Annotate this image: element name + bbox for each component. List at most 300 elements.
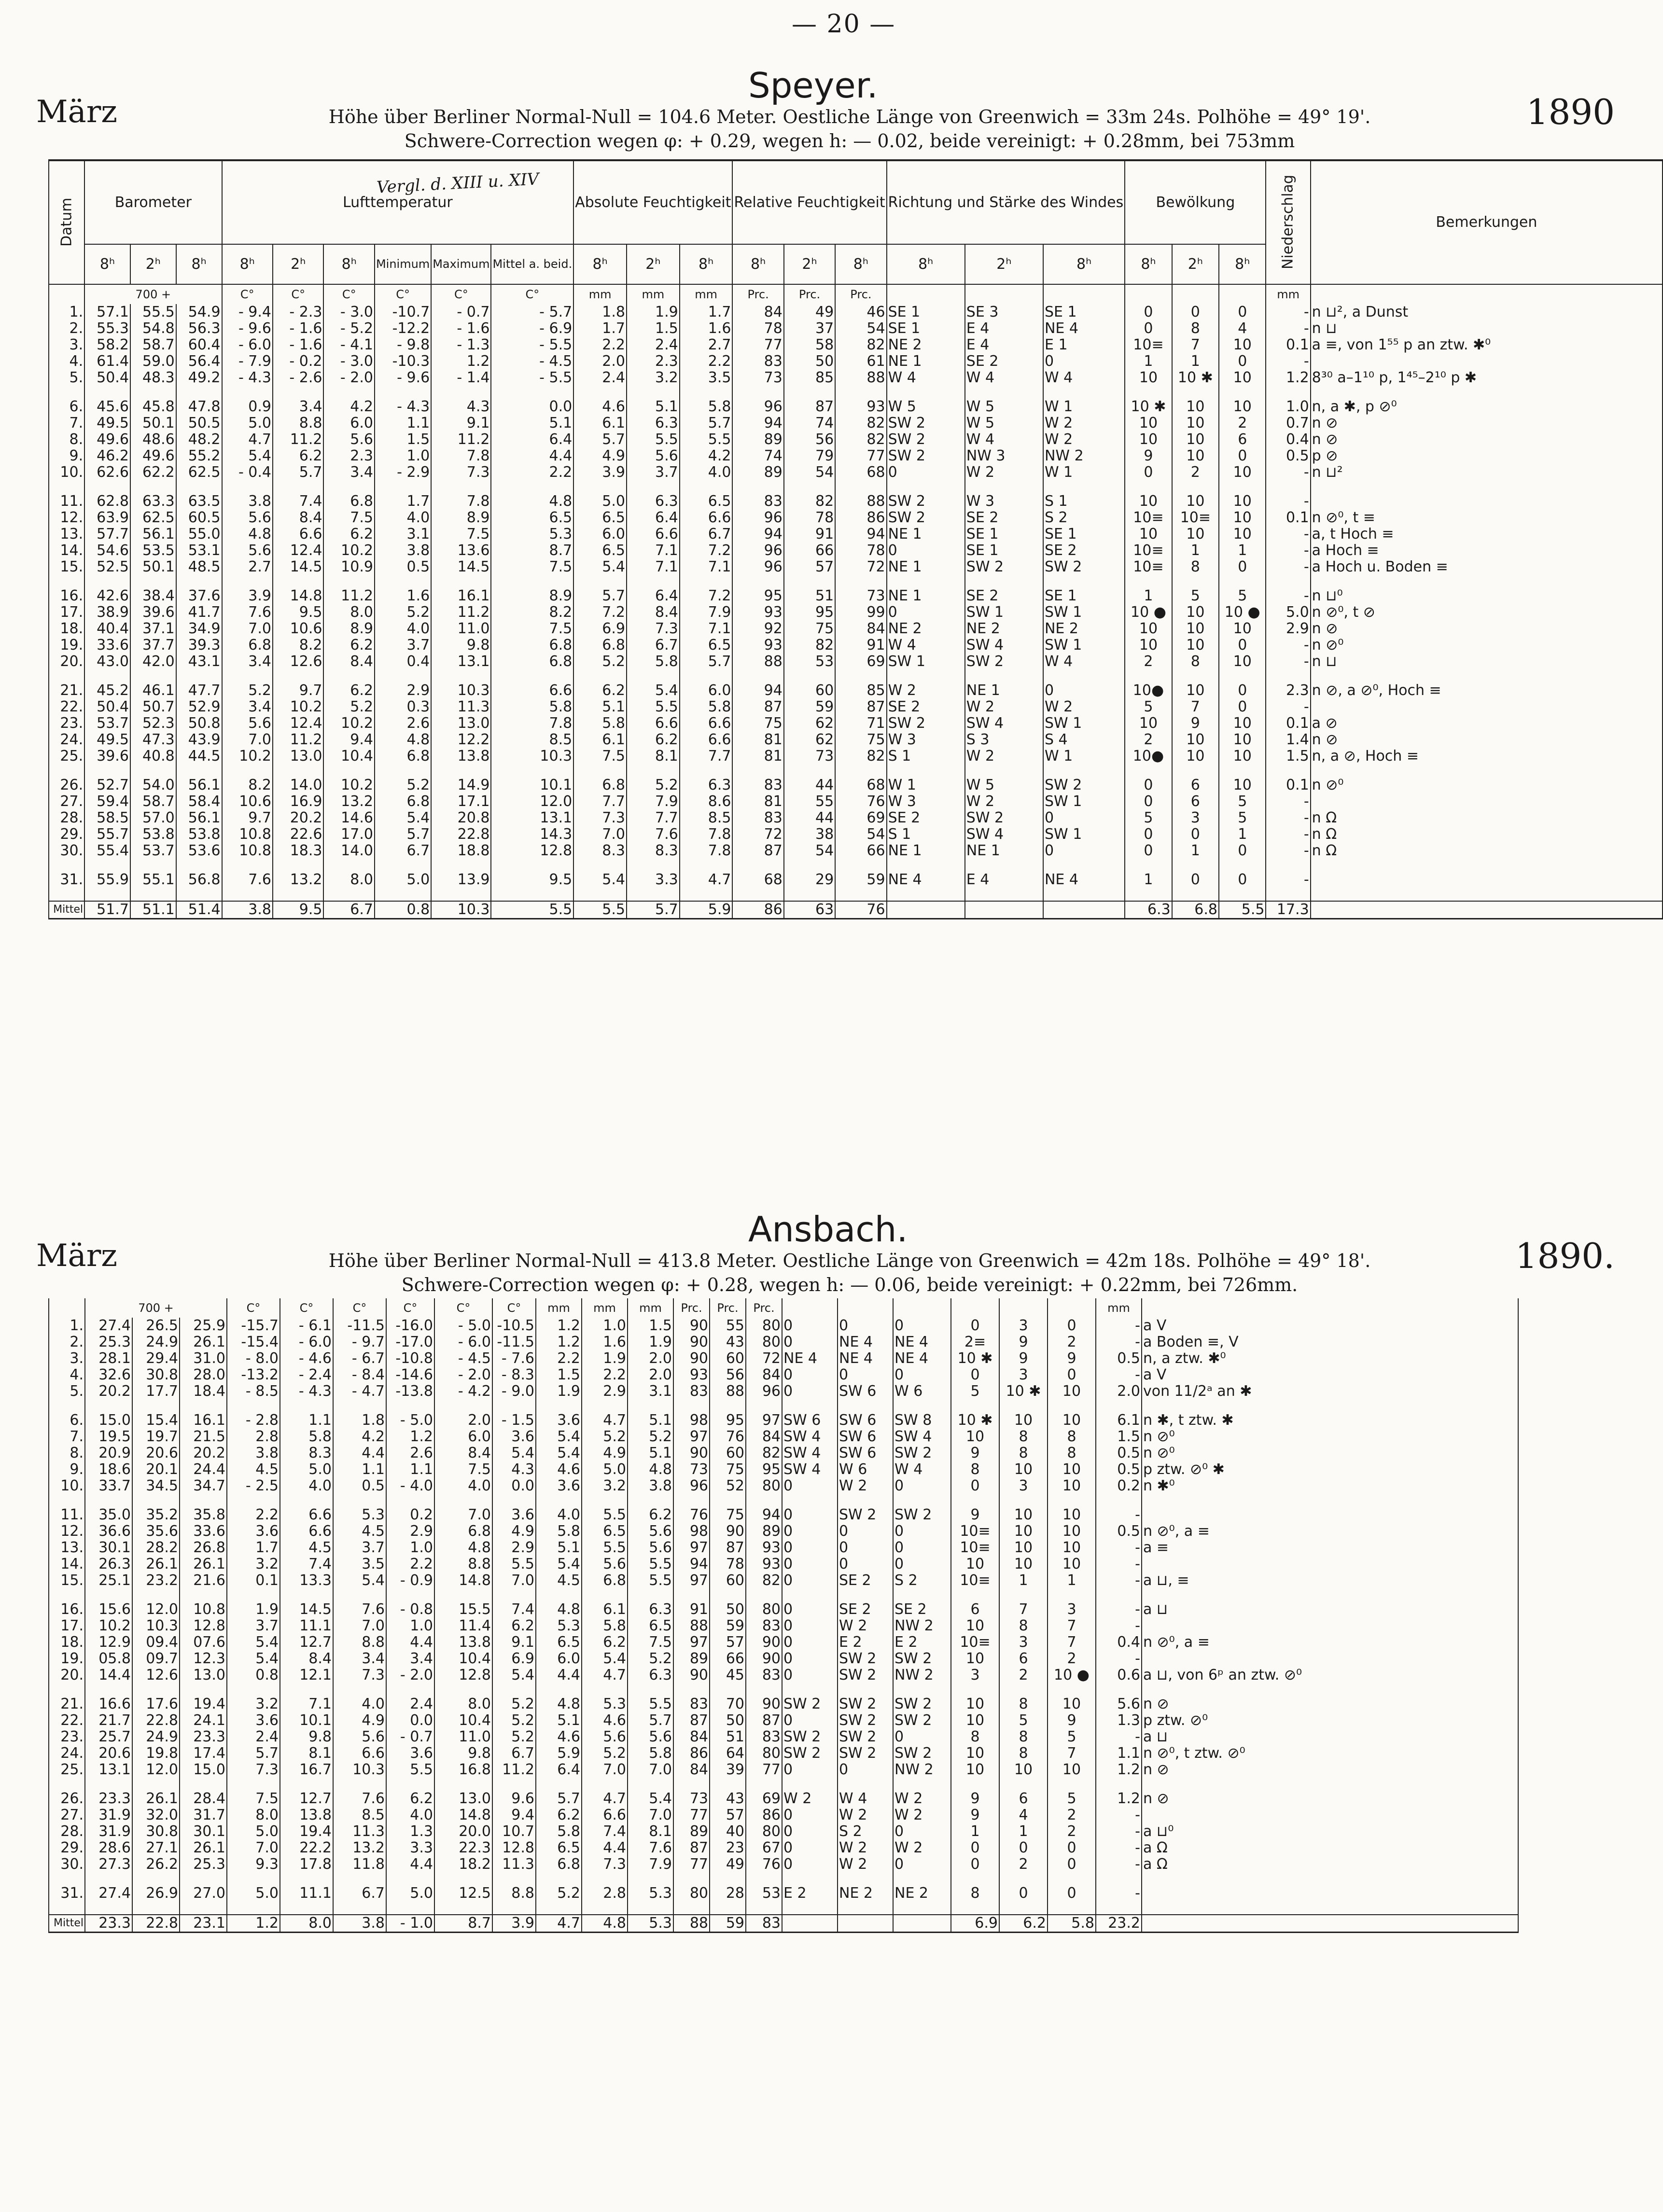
table-cell: 5.7 [628, 1712, 673, 1729]
table-cell: 1.2 [431, 353, 491, 370]
table-cell: 0.0 [492, 1478, 536, 1494]
table-cell: 5 [1125, 699, 1172, 715]
unit-cell: C° [227, 1298, 280, 1318]
table-cell: 5 [1172, 588, 1219, 604]
table-cell: 2 [1125, 654, 1172, 670]
table-cell: 7.4 [280, 1556, 333, 1572]
table-cell: 12.3 [180, 1651, 227, 1667]
table-cell: 3.8 [628, 1478, 673, 1494]
table-cell: 97 [673, 1572, 710, 1589]
table-cell: NW 3 [965, 448, 1043, 464]
table-cell: - 2.4 [280, 1367, 333, 1383]
table-cell: 6.6 [333, 1745, 386, 1762]
table-cell: 12.8 [180, 1618, 227, 1634]
table-cell: 73 [732, 370, 783, 386]
table-cell: 91 [784, 526, 835, 543]
table-cell: 26.1 [132, 1556, 180, 1572]
table-row [49, 353, 1663, 370]
table-cell: 48.6 [130, 431, 176, 448]
table-cell: 58.4 [176, 793, 222, 810]
table-row [49, 1791, 1518, 1807]
table-cell: 6.1 [573, 415, 627, 431]
table-cell: 10 [951, 1618, 999, 1634]
table-cell: 0 [782, 1651, 838, 1667]
table-cell: 49.5 [84, 732, 130, 748]
unit-cell [1048, 1298, 1096, 1318]
table-cell: 8.3 [280, 1445, 333, 1461]
table-cell: 5.5 [628, 1572, 673, 1589]
table-cell: 91 [673, 1601, 710, 1618]
table-cell: 68 [732, 872, 783, 888]
table-cell: W 4 [1043, 654, 1125, 670]
table-cell [1311, 872, 1663, 888]
table-cell: 55 [710, 1318, 746, 1334]
table-cell [1311, 493, 1663, 510]
table-row [49, 843, 1663, 859]
table-cell: 53.8 [130, 826, 176, 843]
table-cell: 30. [49, 1856, 85, 1873]
table-cell: 94 [732, 415, 783, 431]
table-cell: 10 [999, 1461, 1048, 1478]
mittel-cell: 51.4 [176, 901, 222, 919]
table-cell: 28.2 [132, 1540, 180, 1556]
table-cell: SW 2 [887, 415, 965, 431]
table-cell: 0 [782, 1523, 838, 1540]
table-cell: 3 [999, 1318, 1048, 1334]
table-cell: 3.7 [375, 637, 431, 654]
table-cell: 0 [1048, 1318, 1096, 1334]
table-cell: 80 [746, 1318, 782, 1334]
table-cell: 10 [1125, 370, 1172, 386]
table-cell: 3.6 [536, 1478, 582, 1494]
table-cell: 14. [49, 1556, 85, 1572]
table-cell: W 2 [782, 1791, 838, 1807]
table-cell: 54 [835, 826, 886, 843]
table-cell: 6.7 [492, 1745, 536, 1762]
table-cell: 50.8 [176, 715, 222, 732]
table-cell: 12.1 [280, 1667, 333, 1683]
table-cell: 6.8 [323, 493, 374, 510]
table-cell: W 5 [887, 399, 965, 415]
table-cell: 80 [746, 1823, 782, 1840]
handwritten-annotation: Vergl. d. XIII u. XIV [376, 169, 540, 197]
table-cell: 0 [1172, 826, 1219, 843]
table-cell: 10≡ [1125, 559, 1172, 575]
table-cell: SW 4 [965, 826, 1043, 843]
subheader-cell: 8ʰ [835, 244, 886, 284]
table-cell: SW 2 [965, 810, 1043, 826]
table-cell: 96 [732, 559, 783, 575]
table-cell: 28.6 [85, 1840, 132, 1856]
table-cell: 10 [1125, 526, 1172, 543]
table-cell: 7.1 [627, 559, 680, 575]
table-cell: 47.8 [176, 399, 222, 415]
table-cell: 5.9 [536, 1745, 582, 1762]
table-cell: - [1096, 1334, 1142, 1350]
table-cell: 6.2 [323, 682, 374, 699]
mittel-cell: 88 [673, 1915, 710, 1933]
table-row [49, 559, 1663, 575]
table-row [49, 1350, 1518, 1367]
table-cell: 5.8 [628, 1745, 673, 1762]
mittel-cell: 3.8 [222, 901, 273, 919]
unit-cell: Prc. [732, 284, 783, 304]
table-cell: 6.6 [627, 715, 680, 732]
table-row [49, 872, 1663, 888]
table-cell: 10 ✱ [1172, 370, 1219, 386]
table-cell: 82 [835, 748, 886, 765]
table-cell: 5.6 [323, 431, 374, 448]
table-cell: 10.8 [222, 826, 273, 843]
table-cell: 11.0 [431, 621, 491, 637]
table-cell: 6.5 [582, 1523, 628, 1540]
table-cell: 3.7 [227, 1618, 280, 1634]
table-cell: 5.2 [628, 1429, 673, 1445]
table-cell: NE 1 [887, 526, 965, 543]
table-row [49, 415, 1663, 431]
table-cell: 56.1 [130, 526, 176, 543]
table-cell: 13.8 [431, 748, 491, 765]
table-cell: 10● [1125, 748, 1172, 765]
table-cell: 7. [49, 415, 84, 431]
table-cell: 0.5 [1096, 1350, 1142, 1367]
table-cell: 1.9 [582, 1350, 628, 1367]
table-cell: 26.9 [132, 1885, 180, 1902]
table-row [49, 637, 1663, 654]
table-cell: 8.1 [627, 748, 680, 765]
table-cell: 13.0 [434, 1791, 492, 1807]
mittel-cell: 23.1 [180, 1915, 227, 1933]
table-cell: 5.2 [573, 654, 627, 670]
subheader-cell: 8ʰ [1219, 244, 1266, 284]
table-cell: 77 [673, 1856, 710, 1873]
table-cell: 59 [710, 1618, 746, 1634]
table-cell: 20.1 [132, 1461, 180, 1478]
table-cell: 5.2 [222, 682, 273, 699]
table-cell: 7.6 [627, 826, 680, 843]
table-cell: a Ω [1142, 1856, 1518, 1873]
table-cell: 20.2 [180, 1445, 227, 1461]
table-cell: 8. [49, 431, 84, 448]
table-cell: 15. [49, 1572, 85, 1589]
table-cell: 1. [49, 304, 84, 320]
table-cell: 12. [49, 510, 84, 526]
table-cell: 82 [746, 1572, 782, 1589]
table-cell: 13.6 [431, 543, 491, 559]
table-cell: 5 [1125, 810, 1172, 826]
table-cell: -11.5 [333, 1318, 386, 1334]
table-cell: NE 4 [1043, 320, 1125, 337]
table-cell: 9.1 [492, 1634, 536, 1651]
table-cell: 6 [1219, 431, 1266, 448]
table-row [49, 793, 1663, 810]
table-cell: 72 [746, 1350, 782, 1367]
header-bewoelkung: Bewölkung [1125, 160, 1266, 244]
table-cell: 83 [732, 777, 783, 793]
table-cell: 11.3 [431, 699, 491, 715]
table-cell: - 1.4 [431, 370, 491, 386]
table-cell: 10 ✱ [951, 1350, 999, 1367]
table-cell: 0 [951, 1856, 999, 1873]
table-cell: 1 [1125, 872, 1172, 888]
table-cell: 8.0 [227, 1807, 280, 1823]
table-cell: W 4 [838, 1791, 893, 1807]
table-cell: 6 [951, 1601, 999, 1618]
table-cell: 30.1 [85, 1540, 132, 1556]
table-cell: n Ω [1311, 826, 1663, 843]
table-cell: 93 [746, 1556, 782, 1572]
table-cell: 2 [1125, 732, 1172, 748]
table-cell: 10 [1219, 654, 1266, 670]
table-cell: 87 [673, 1840, 710, 1856]
table-cell: 3 [999, 1478, 1048, 1494]
table-cell: 5.8 [280, 1429, 333, 1445]
table-cell: 43.0 [84, 654, 130, 670]
table-row [49, 431, 1663, 448]
table-cell: 0 [782, 1667, 838, 1683]
table-cell: 96 [732, 543, 783, 559]
table-cell: 10.1 [280, 1712, 333, 1729]
table-cell: -13.2 [227, 1367, 280, 1383]
table-cell: 0 [999, 1840, 1048, 1856]
table-cell: 57.7 [84, 526, 130, 543]
table-cell: 10 [1048, 1540, 1096, 1556]
table-cell: 22.6 [273, 826, 323, 843]
table-cell: 10 [1219, 526, 1266, 543]
table-cell: 90 [673, 1667, 710, 1683]
table-row [49, 1601, 1518, 1618]
table-cell: 1.3 [1096, 1712, 1142, 1729]
table-cell: 0 [887, 464, 965, 481]
table-cell: n ⊘ [1142, 1762, 1518, 1778]
table-cell: n ⊔² [1311, 464, 1663, 481]
table-cell: 2.0 [434, 1412, 492, 1429]
unit-cell: mm [680, 284, 733, 304]
table-cell: 53.5 [130, 543, 176, 559]
table-row [49, 604, 1663, 621]
table-cell: 55.5 [130, 304, 176, 320]
table-cell: 89 [732, 464, 783, 481]
table-cell: 50 [784, 353, 835, 370]
table-cell: 7.3 [627, 621, 680, 637]
table-cell: 90 [673, 1445, 710, 1461]
table-cell: 22.8 [431, 826, 491, 843]
table-cell: 5.4 [375, 810, 431, 826]
table-cell: 5.2 [492, 1729, 536, 1745]
table-cell: 77 [673, 1807, 710, 1823]
table-cell: 3.2 [227, 1696, 280, 1712]
table-cell: 2.9 [375, 682, 431, 699]
table-cell: 0 [1219, 843, 1266, 859]
table-cell: 4.7 [582, 1412, 628, 1429]
table-cell: - [1096, 1885, 1142, 1902]
table-cell: 73 [784, 748, 835, 765]
subheader-cell: 8ʰ [887, 244, 965, 284]
table-cell: 90 [710, 1523, 746, 1540]
table-cell: SE 1 [1043, 588, 1125, 604]
table-cell: 1. [49, 1318, 85, 1334]
table-cell: - 3.0 [323, 353, 374, 370]
table-cell: 10 [1219, 370, 1266, 386]
table-cell: 6.8 [573, 777, 627, 793]
table-cell: 4.5 [333, 1523, 386, 1540]
table-cell: NE 4 [893, 1334, 951, 1350]
table-cell: 4.0 [333, 1696, 386, 1712]
table-cell: 8.9 [323, 621, 374, 637]
table-cell: - 0.9 [386, 1572, 434, 1589]
table-cell: 4.5 [280, 1540, 333, 1556]
station-name: Speyer. [748, 65, 878, 106]
table-cell: 8.3 [573, 843, 627, 859]
table-cell: 24.9 [132, 1334, 180, 1350]
table-row [49, 510, 1663, 526]
table-cell: 6.9 [492, 1651, 536, 1667]
table-cell: 5.6 [628, 1729, 673, 1745]
table-cell: 32.6 [85, 1367, 132, 1383]
table-cell: 0 [1219, 448, 1266, 464]
subheader-cell: 8ʰ [84, 244, 130, 284]
table-cell: 53.7 [84, 715, 130, 732]
table-cell: 4.9 [333, 1712, 386, 1729]
table-cell: 94 [746, 1507, 782, 1523]
table-cell: 29. [49, 1840, 85, 1856]
table-cell: - [1096, 1556, 1142, 1572]
table-cell: 26.1 [180, 1556, 227, 1572]
table-row [49, 1840, 1518, 1856]
table-cell: 57 [710, 1807, 746, 1823]
table-cell: 80 [746, 1745, 782, 1762]
table-cell: W 1 [1043, 464, 1125, 481]
table-cell [1311, 353, 1663, 370]
table-cell: 69 [835, 654, 886, 670]
table-cell: 6.4 [491, 431, 573, 448]
table-cell: SW 2 [838, 1696, 893, 1712]
table-cell: 4.8 [628, 1461, 673, 1478]
table-cell: 60 [784, 682, 835, 699]
table-cell: 10 [1172, 415, 1219, 431]
table-cell: W 5 [965, 415, 1043, 431]
table-cell: 0 [999, 1885, 1048, 1902]
table-cell: 5.6 [222, 715, 273, 732]
table-cell: a ⊔, von 6ᵖ an ztw. ⊘⁰ [1142, 1667, 1518, 1683]
table-cell: 0 [782, 1807, 838, 1823]
table-cell: 56.8 [176, 872, 222, 888]
table-cell: 0 [893, 1367, 951, 1383]
table-cell: 89 [673, 1823, 710, 1840]
table-cell: 16.1 [180, 1412, 227, 1429]
table-cell: 5.6 [1096, 1696, 1142, 1712]
table-cell: 82 [835, 337, 886, 353]
table-cell: 0 [951, 1478, 999, 1494]
table-cell: 5.3 [333, 1507, 386, 1523]
table-cell: 13.2 [273, 872, 323, 888]
table-cell: 69 [746, 1791, 782, 1807]
table-cell: 7.5 [323, 510, 374, 526]
mittel-cell: 6.9 [951, 1915, 999, 1933]
table-cell: 3.5 [680, 370, 733, 386]
station-info-line-1: Höhe über Berliner Normal-Null = 413.8 Meter. Oestliche Länge von Greenwich = 42m 18s. Polhöhe = 49° 18'. [328, 1250, 1371, 1271]
table-cell: 0.2 [1096, 1478, 1142, 1494]
table-cell: 20. [49, 1667, 85, 1683]
table-cell: 30.1 [180, 1823, 227, 1840]
table-cell: 0.2 [386, 1507, 434, 1523]
table-row [49, 1367, 1518, 1383]
table-cell: 11.4 [434, 1618, 492, 1634]
table-cell: 97 [673, 1634, 710, 1651]
mittel-cell: 86 [732, 901, 783, 919]
table-cell: 2.4 [227, 1729, 280, 1745]
table-cell: 5.1 [627, 399, 680, 415]
table-cell: 5 [1048, 1729, 1096, 1745]
mittel-cell: 6.2 [999, 1915, 1048, 1933]
table-cell: - 8.3 [492, 1367, 536, 1383]
table-cell: 48.5 [176, 559, 222, 575]
table-cell: W 4 [965, 431, 1043, 448]
table-cell: 0.1 [1266, 510, 1310, 526]
table-cell: 23.3 [85, 1791, 132, 1807]
table-row [49, 1712, 1518, 1729]
unit-cell: mm [627, 284, 680, 304]
table-cell: 8.5 [333, 1807, 386, 1823]
table-cell: 0 [1048, 1885, 1096, 1902]
table-cell: 10 ✱ [999, 1383, 1048, 1400]
table-cell: 39.6 [130, 604, 176, 621]
table-cell: 0 [1048, 1856, 1096, 1873]
table-cell: n ⊘ [1311, 431, 1663, 448]
table-cell: 0 [951, 1318, 999, 1334]
table-cell: 24.9 [132, 1729, 180, 1745]
unit-cell [1125, 284, 1172, 304]
table-cell: 9 [999, 1334, 1048, 1350]
table-cell: 8.9 [491, 588, 573, 604]
table-cell: 60 [710, 1572, 746, 1589]
table-cell: - 1.6 [273, 320, 323, 337]
table-cell: 10.1 [491, 777, 573, 793]
table-cell: 10 [1125, 431, 1172, 448]
table-cell: 94 [673, 1556, 710, 1572]
table-cell: - 4.0 [386, 1478, 434, 1494]
table-cell: 0 [1219, 682, 1266, 699]
station-info-line-2: Schwere-Correction wegen φ: + 0.29, wegen h: — 0.02, beide vereinigt: + 0.28mm, bei 753mm [404, 130, 1295, 152]
table-cell: 5.3 [628, 1885, 673, 1902]
table-cell: 8.4 [280, 1651, 333, 1667]
table-cell: 18.8 [431, 843, 491, 859]
table-cell: n ⊘⁰, a ≡ [1142, 1634, 1518, 1651]
table-row [49, 732, 1663, 748]
table-cell: 6. [49, 1412, 85, 1429]
table-cell: 11.3 [492, 1856, 536, 1873]
table-cell: 1.1 [386, 1461, 434, 1478]
table-cell: 17.6 [132, 1696, 180, 1712]
table-cell: 0 [838, 1540, 893, 1556]
table-cell: 88 [835, 493, 886, 510]
table-cell: 11.1 [280, 1885, 333, 1902]
unit-cell: Prc. [746, 1298, 782, 1318]
table-cell: 89 [746, 1523, 782, 1540]
table-cell: - 9.6 [375, 370, 431, 386]
table-cell: 10.4 [323, 748, 374, 765]
table-cell: 13.8 [280, 1807, 333, 1823]
table-cell: 9.4 [492, 1807, 536, 1823]
table-cell: 8³⁰ a–1¹⁰ p, 1⁴⁵–2¹⁰ p ✱ [1311, 370, 1663, 386]
table-cell: - 2.9 [375, 464, 431, 481]
table-cell: 54 [784, 843, 835, 859]
table-cell: 2.0 [628, 1367, 673, 1383]
table-cell: 83 [746, 1729, 782, 1745]
table-cell: 5.6 [628, 1523, 673, 1540]
table-cell: 96 [673, 1478, 710, 1494]
table-cell: NE 4 [838, 1350, 893, 1367]
